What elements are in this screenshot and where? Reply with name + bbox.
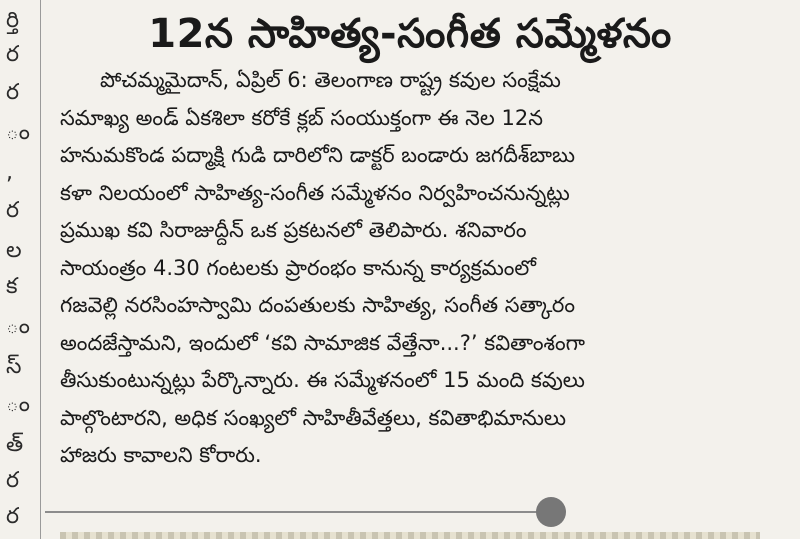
article-line: అందజేస్తామని, ఇందులో ‘కవి సామాజిక వేత్తేనా...?’ కవితాంశంగా	[60, 330, 586, 355]
article-line: హాజరు కావాలని కోరారు.	[60, 443, 262, 467]
article-line: హనుమకొండ పద్మాక్షి గుడి దారిలోని డాక్టర్ బండారు జగదీశ్‌బాబు	[60, 143, 575, 167]
fragment-char: క	[6, 274, 18, 299]
article-line: పాల్గొంటారని, అధిక సంఖ్యలో సాహితీవేత్తలు, కవితాభిమానులు	[60, 405, 566, 430]
fragment-char: ం	[6, 314, 30, 339]
fragment-char: ర	[6, 42, 20, 67]
article-line: సమాఖ్య అండ్ ఏకశిలా కరోకే క్లబ్ సంయుక్తంగా ఈ నెల 12న	[60, 105, 543, 130]
adjacent-column-fragment	[0, 0, 41, 539]
article-line: తీసుకుంటున్నట్లు పేర్కొన్నారు. ఈ సమ్మేళనంలో 15 మంది కవులు	[60, 368, 585, 392]
article-body	[60, 62, 720, 475]
fragment-char: ర	[6, 80, 20, 105]
fragment-char: ల	[6, 238, 22, 263]
fragment-char: ర	[6, 198, 20, 223]
article-line: ప్రముఖ కవి సిరాజుద్దీన్ ఒక ప్రకటనలో తెలిపారు. శనివారం	[60, 218, 527, 242]
article-end-marker	[536, 497, 566, 527]
article-headline: 12న సాహిత్య-సంగీత సమ్మేళనం	[148, 11, 672, 57]
article-line: గజవెల్లి నరసింహస్వామి దంపతులకు సాహిత్య, సంగీత సత్కారం	[60, 293, 576, 317]
fragment-char: త్	[6, 432, 24, 457]
article-line: పోచమ్మమైదాన్, ఏప్రిల్ 6: తెలంగాణ రాష్ట్ర కవుల సంక్షేమ	[100, 68, 561, 92]
fragment-char: ం	[6, 392, 30, 417]
fragment-char: స్	[6, 354, 22, 379]
fragment-char: ర	[6, 504, 20, 529]
fragment-char: ం	[6, 120, 30, 145]
article-line: కళా నిలయంలో సాహిత్య-సంగీత సమ్మేళనం నిర్వహించనున్నట్లు	[60, 180, 570, 205]
article-line: సాయంత్రం 4.30 గంటలకు ప్రారంభం కానున్న కార్యక్రమంలో	[60, 255, 537, 280]
article-divider	[45, 511, 545, 513]
fragment-char: ,	[6, 160, 13, 185]
next-article-edge	[60, 532, 760, 539]
fragment-char: ర	[6, 468, 20, 493]
fragment-char: ర్తి	[6, 8, 20, 33]
